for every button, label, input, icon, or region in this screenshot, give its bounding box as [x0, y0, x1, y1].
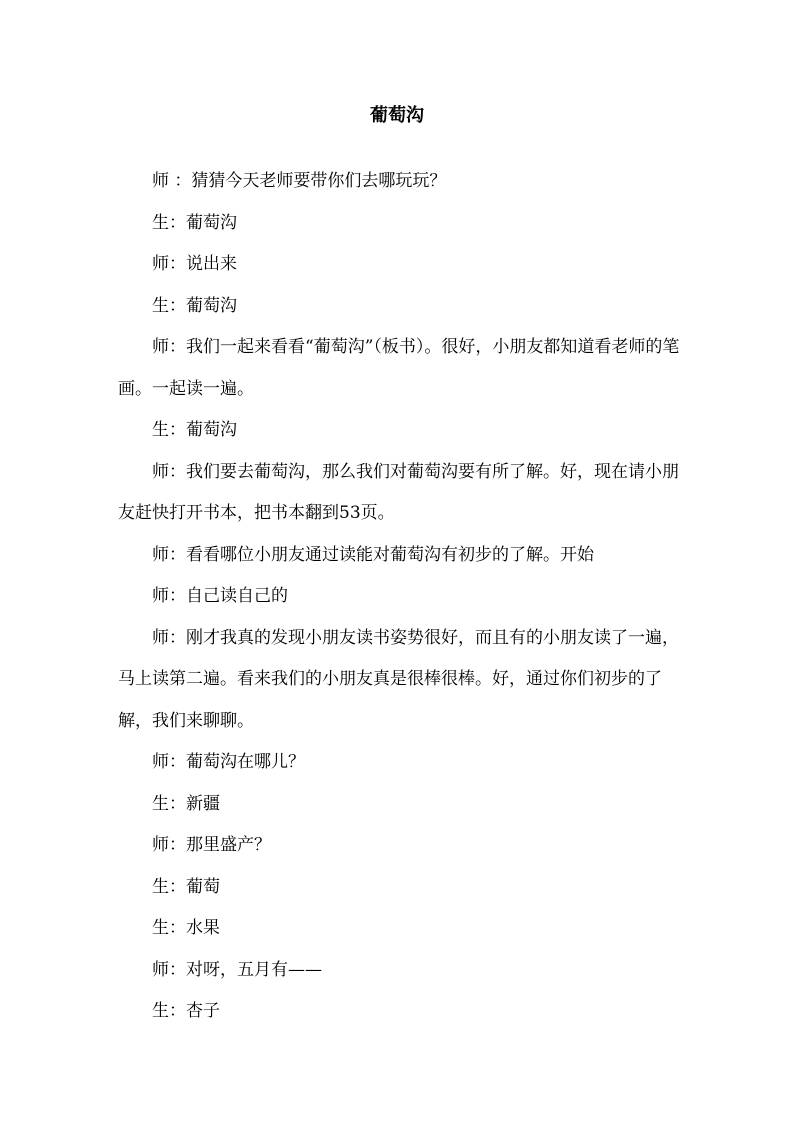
dialogue-line: 师：对呀，五月有——	[152, 959, 322, 980]
document-title: 葡萄沟	[370, 105, 424, 126]
dialogue-line: 生：水果	[152, 918, 220, 938]
dialogue-line: 师：刚才我真的发现小朋友读书姿势很好，而且有的小朋友读了一遍，马上读第二遍。看来我们的小朋友真是很棒很棒。好，通过你们初步的了解，我们来聊聊。	[118, 627, 679, 731]
dialogue-line: 生：新疆	[152, 793, 220, 814]
dialogue-line: 师：我们要去葡萄沟，那么我们对葡萄沟要有所了解。好，现在请小朋友赶快打开书本，把书本翻到53页。	[118, 461, 679, 523]
dialogue-line: 师：葡萄沟在哪儿？	[152, 752, 305, 772]
dialogue-line: 生：葡萄沟	[152, 212, 237, 233]
dialogue-line: 生：葡萄沟	[152, 295, 237, 316]
dialogue-line: 生：葡萄	[152, 876, 220, 897]
dialogue-line: 师：那里盛产？	[152, 835, 271, 855]
dialogue-line: 师：我们一起来看看“葡萄沟”（板书）。很好，小朋友都知道看老师的笔画。一起读一遍。	[118, 337, 680, 399]
dialogue-line: 生：杏子	[152, 1001, 220, 1021]
dialogue-line: 师：说出来	[152, 254, 237, 274]
dialogue-line: 师 ：猜猜今天老师要带你们去哪玩玩？	[152, 171, 447, 191]
document-body	[118, 161, 683, 1033]
dialogue-line: 师：看看哪位小朋友通过读能对葡萄沟有初步的了解。开始	[152, 544, 594, 565]
dialogue-line: 师：自己读自己的	[152, 586, 288, 606]
dialogue-line: 生：葡萄沟	[152, 420, 237, 440]
